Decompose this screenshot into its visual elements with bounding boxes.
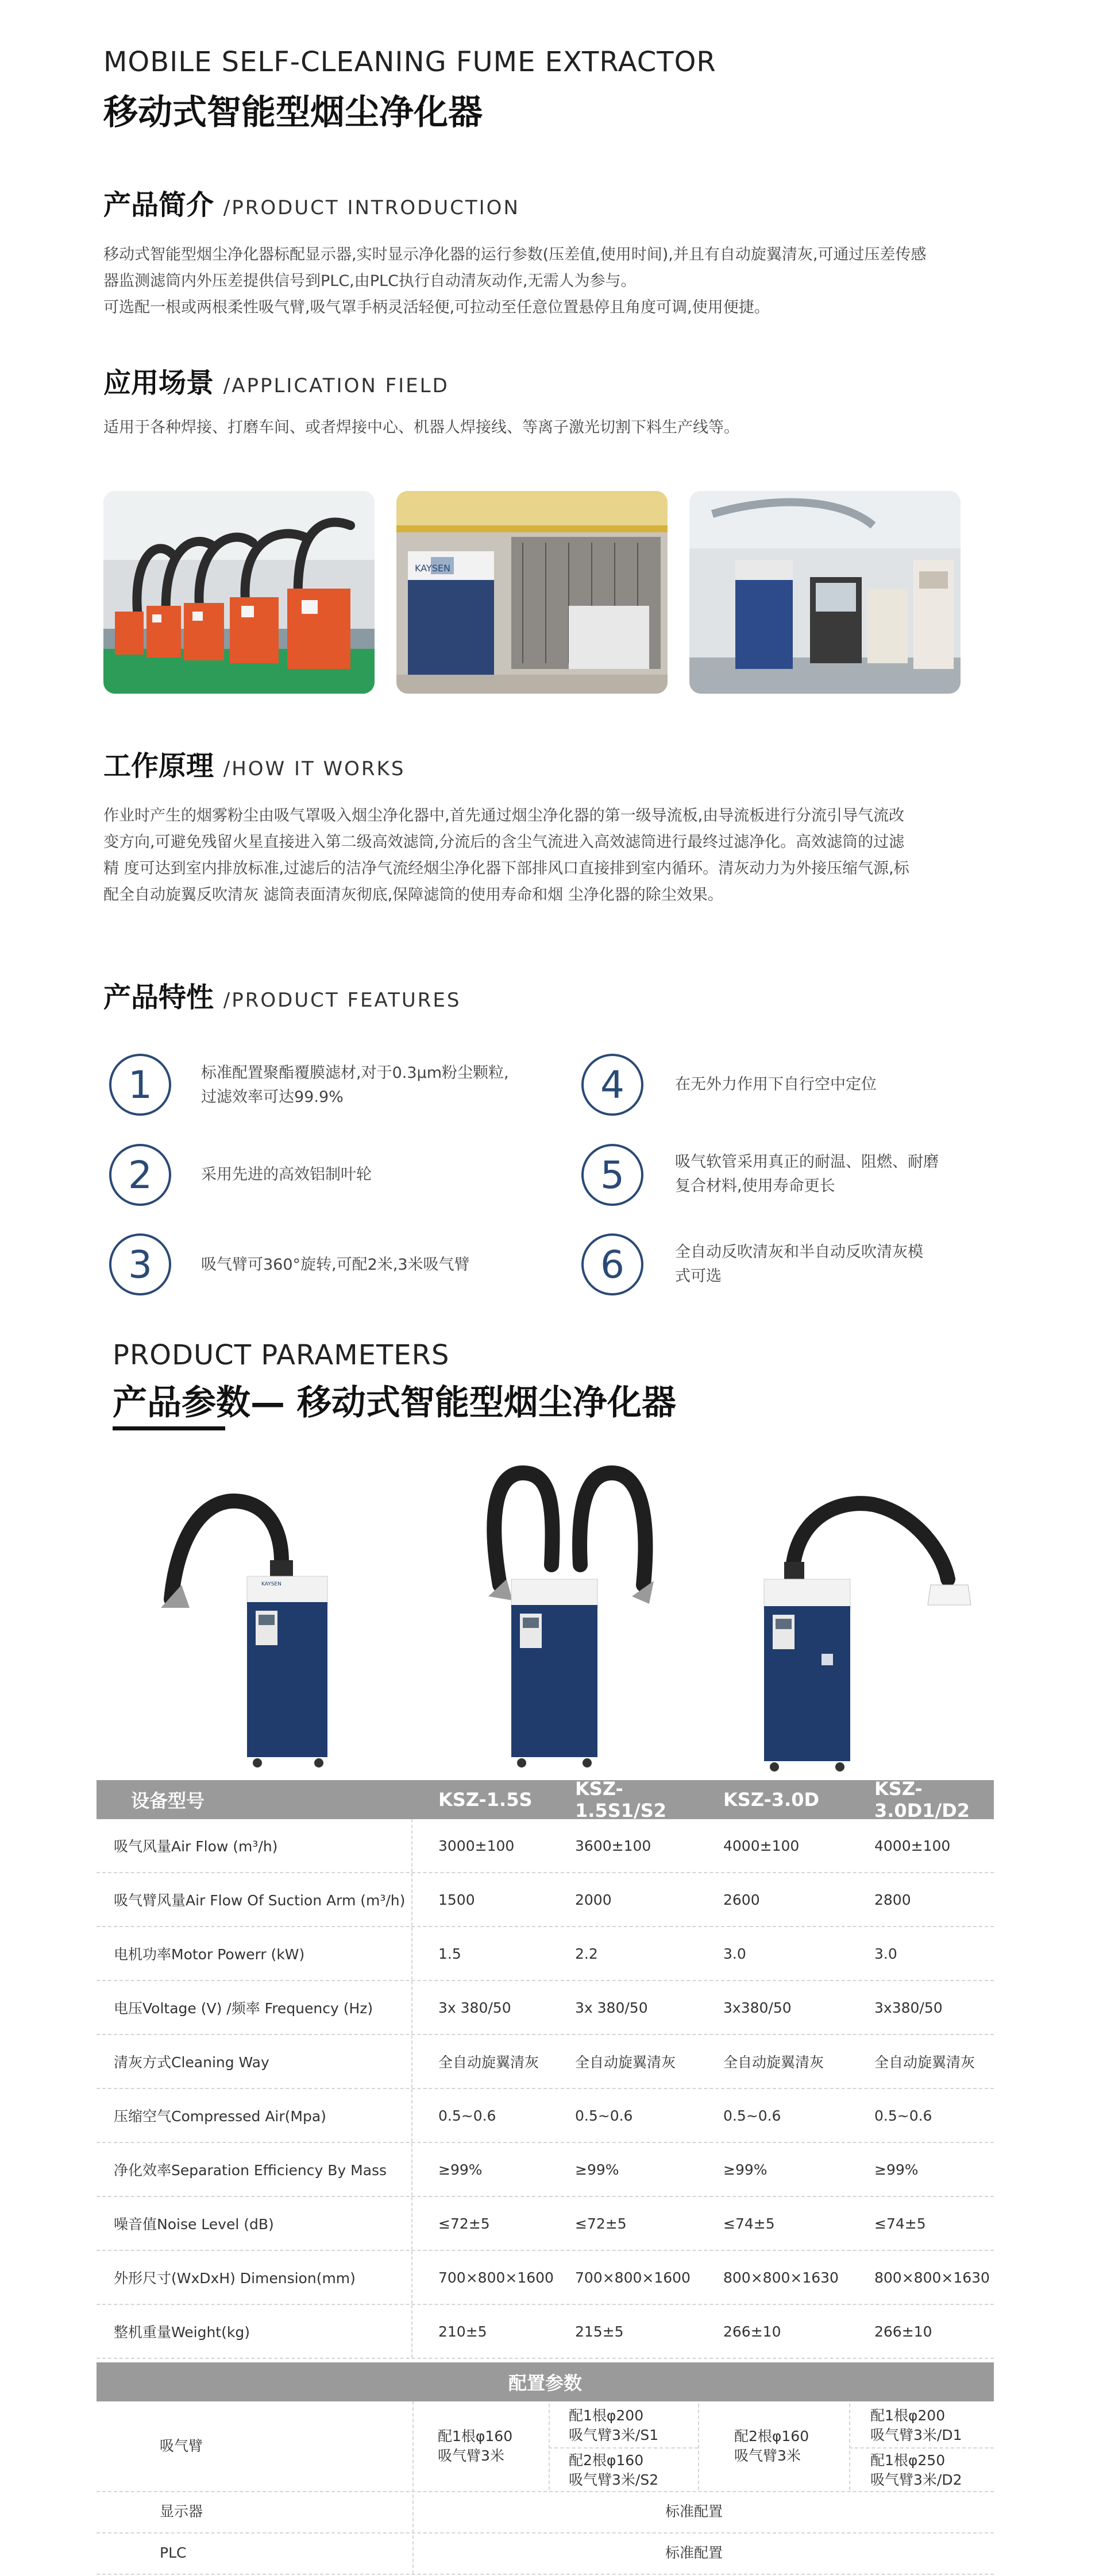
table-row: 清灰方式Cleaning Way 全自动旋翼清灰 全自动旋翼清灰 全自动旋翼清灰 全自动旋翼清灰 — [97, 2035, 994, 2089]
header-title-en: MOBILE SELF-CLEANING FUME EXTRACTOR — [103, 46, 716, 78]
feature-number-4: 4 — [581, 1054, 643, 1116]
feature-text-2: 采用先进的高效铝制叶轮 — [201, 1166, 372, 1183]
application-heading — [103, 361, 449, 400]
intro-paragraph — [103, 242, 1023, 321]
feature-text-1: 标准配置聚酯覆膜滤材,对于0.3μm粉尘颗粒, 过滤效率可达99.9% — [201, 1064, 509, 1106]
how-title-cn: 工作原理 — [103, 750, 214, 782]
how-line: 配全自动旋翼反吹清灰 滤筒表面清灰彻底,保障滤筒的使用寿命和烟 尘净化器的除尘效果。 — [103, 886, 723, 904]
table-row: 净化效率Separation Efficiency By Mass ≥99% ≥99% ≥99% ≥99% — [97, 2143, 994, 2197]
config-divider — [412, 2401, 414, 2574]
application-title-en: /APPLICATION FIELD — [223, 374, 449, 397]
config-arm-c2b: 配2根φ160 吸气臂3米/S2 — [569, 2452, 659, 2488]
table-row: 外形尺寸(WxDxH) Dimension(mm) 700×800×1600 700×800×1600 800×800×1630 800×800×1630 — [97, 2251, 994, 2305]
config-plc-value: 标准配置 — [665, 2544, 723, 2561]
header-model-label: 设备型号 — [131, 1790, 205, 1812]
header-model-3: KSZ-3.0D — [723, 1789, 820, 1811]
config-divider — [549, 2447, 698, 2449]
features-heading — [103, 975, 461, 1015]
how-line: 变方向,可避免残留火星直接进入第二级高效滤筒,分流后的含尘气流进入高效滤筒进行最终过滤净化。高效滤筒的过滤 — [103, 833, 905, 851]
brand-logo-text: KAYSEN — [261, 1581, 281, 1587]
machine-image-3 — [758, 1482, 977, 1774]
header-title-cn: 移动式智能型烟尘净化器 — [103, 92, 483, 133]
params-title-underline — [113, 1426, 225, 1430]
application-photo-3 — [689, 491, 961, 694]
intro-line: 可选配一根或两根柔性吸气臂,吸气罩手柄灵活轻便,可拉动至任意位置悬停且角度可调,使用便捷。 — [103, 299, 770, 316]
config-display-label: 显示器 — [160, 2503, 203, 2520]
config-divider — [97, 2532, 994, 2534]
intro-line: 器监测滤筒内外压差提供信号到PLC,由PLC执行自动清灰动作,无需人为参与。 — [103, 272, 637, 290]
params-title-cn: 产品参数— 移动式智能型烟尘净化器 — [113, 1383, 676, 1423]
how-line: 精 度可达到室内排放标准,过滤后的洁净气流经烟尘净化器下部排风口直接排到室内循环。清灰动力为外接压缩气源,标 — [103, 860, 909, 877]
intro-title-cn: 产品简介 — [103, 189, 214, 221]
feature-number-6: 6 — [581, 1233, 643, 1295]
parameters-table — [97, 1780, 994, 2359]
feature-text-6: 全自动反吹清灰和半自动反吹清灰模 式可选 — [675, 1243, 923, 1285]
table-row: 吸气臂风量Air Flow Of Suction Arm (m³/h) 1500 2000 2600 2800 — [97, 1873, 994, 1927]
table-row: 整机重量Weight(kg) 210±5 215±5 266±10 266±10 — [97, 2305, 994, 2359]
feature-number-1: 1 — [109, 1054, 171, 1116]
config-display-value: 标准配置 — [665, 2503, 723, 2520]
config-plc-label: PLC — [160, 2544, 187, 2561]
table-row: 电压Voltage (V) /频率 Frequency (Hz) 3x 380/50 3x 380/50 3x380/50 3x380/50 — [97, 1981, 994, 2035]
feature-text-4: 在无外力作用下自行空中定位 — [675, 1076, 877, 1093]
application-photo-1 — [103, 491, 375, 694]
config-divider — [698, 2404, 699, 2490]
how-line: 作业时产生的烟雾粉尘由吸气罩吸入烟尘净化器中,首先通过烟尘净化器的第一级导流板,由导流板进行分流引导气流改 — [103, 807, 905, 825]
feature-text-3: 吸气臂可360°旋转,可配2米,3米吸气臂 — [201, 1256, 470, 1274]
table-row: 吸气风量Air Flow (m³/h) 3000±100 3600±100 4000±100 4000±100 — [97, 1819, 994, 1873]
config-divider — [97, 2491, 994, 2492]
header-model-2: KSZ-1.5S1/S2 — [575, 1778, 666, 1821]
intro-heading — [103, 183, 520, 222]
config-divider — [97, 2574, 994, 2575]
params-title-en: PRODUCT PARAMETERS — [113, 1339, 450, 1371]
application-photo-2 — [396, 491, 668, 694]
how-title-en: /HOW IT WORKS — [223, 757, 406, 780]
feature-number-3: 3 — [109, 1233, 171, 1295]
config-arm-c3: 配2根φ160 吸气臂3米 — [734, 2428, 809, 2464]
config-arm-c1: 配1根φ160 吸气臂3米 — [438, 2428, 513, 2464]
feature-number-5: 5 — [581, 1144, 643, 1206]
parameters-table-header — [97, 1780, 994, 1819]
how-heading — [103, 744, 405, 783]
features-title-en: /PRODUCT FEATURES — [223, 989, 461, 1012]
header-model-4: KSZ-3.0D1/D2 — [874, 1778, 970, 1821]
config-header: 配置参数 — [97, 2362, 994, 2401]
table-row: 压缩空气Compressed Air(Mpa) 0.5~0.6 0.5~0.6 0.5~0.6 0.5~0.6 — [97, 2089, 994, 2143]
header-model-1: KSZ-1.5S — [438, 1789, 533, 1811]
config-arm-c4a: 配1根φ200 吸气臂3米/D1 — [870, 2407, 962, 2443]
machine-image-1 — [155, 1461, 345, 1772]
config-divider — [849, 2404, 850, 2490]
machine-image-2 — [471, 1450, 661, 1772]
config-arm-c2a: 配1根φ200 吸气臂3米/S1 — [569, 2407, 659, 2443]
how-paragraph — [103, 803, 1034, 908]
feature-text-5: 吸气软管采用真正的耐温、阻燃、耐磨 复合材料,使用寿命更长 — [675, 1153, 939, 1195]
application-text: 适用于各种焊接、打磨车间、或者焊接中心、机器人焊接线、等离子激光切割下料生产线等。 — [103, 419, 739, 436]
intro-title-en: /PRODUCT INTRODUCTION — [223, 196, 520, 219]
config-divider — [549, 2404, 550, 2490]
features-title-cn: 产品特性 — [103, 981, 214, 1014]
application-title-cn: 应用场景 — [103, 367, 214, 399]
feature-number-2: 2 — [109, 1144, 171, 1206]
config-arm-c4b: 配1根φ250 吸气臂3米/D2 — [870, 2452, 962, 2488]
config-divider — [849, 2447, 994, 2449]
table-row: 噪音值Noise Level (dB) ≤72±5 ≤72±5 ≤74±5 ≤74±5 — [97, 2197, 994, 2251]
config-arm-label: 吸气臂 — [160, 2438, 203, 2454]
intro-line: 移动式智能型烟尘净化器标配显示器,实时显示净化器的运行参数(压差值,使用时间),并且有自动旋翼清灰,可通过压差传感 — [103, 246, 927, 264]
table-row: 电机功率Motor Powerr (kW) 1.5 2.2 3.0 3.0 — [97, 1927, 994, 1981]
brand-logo-text: KAYSEN — [415, 563, 450, 574]
